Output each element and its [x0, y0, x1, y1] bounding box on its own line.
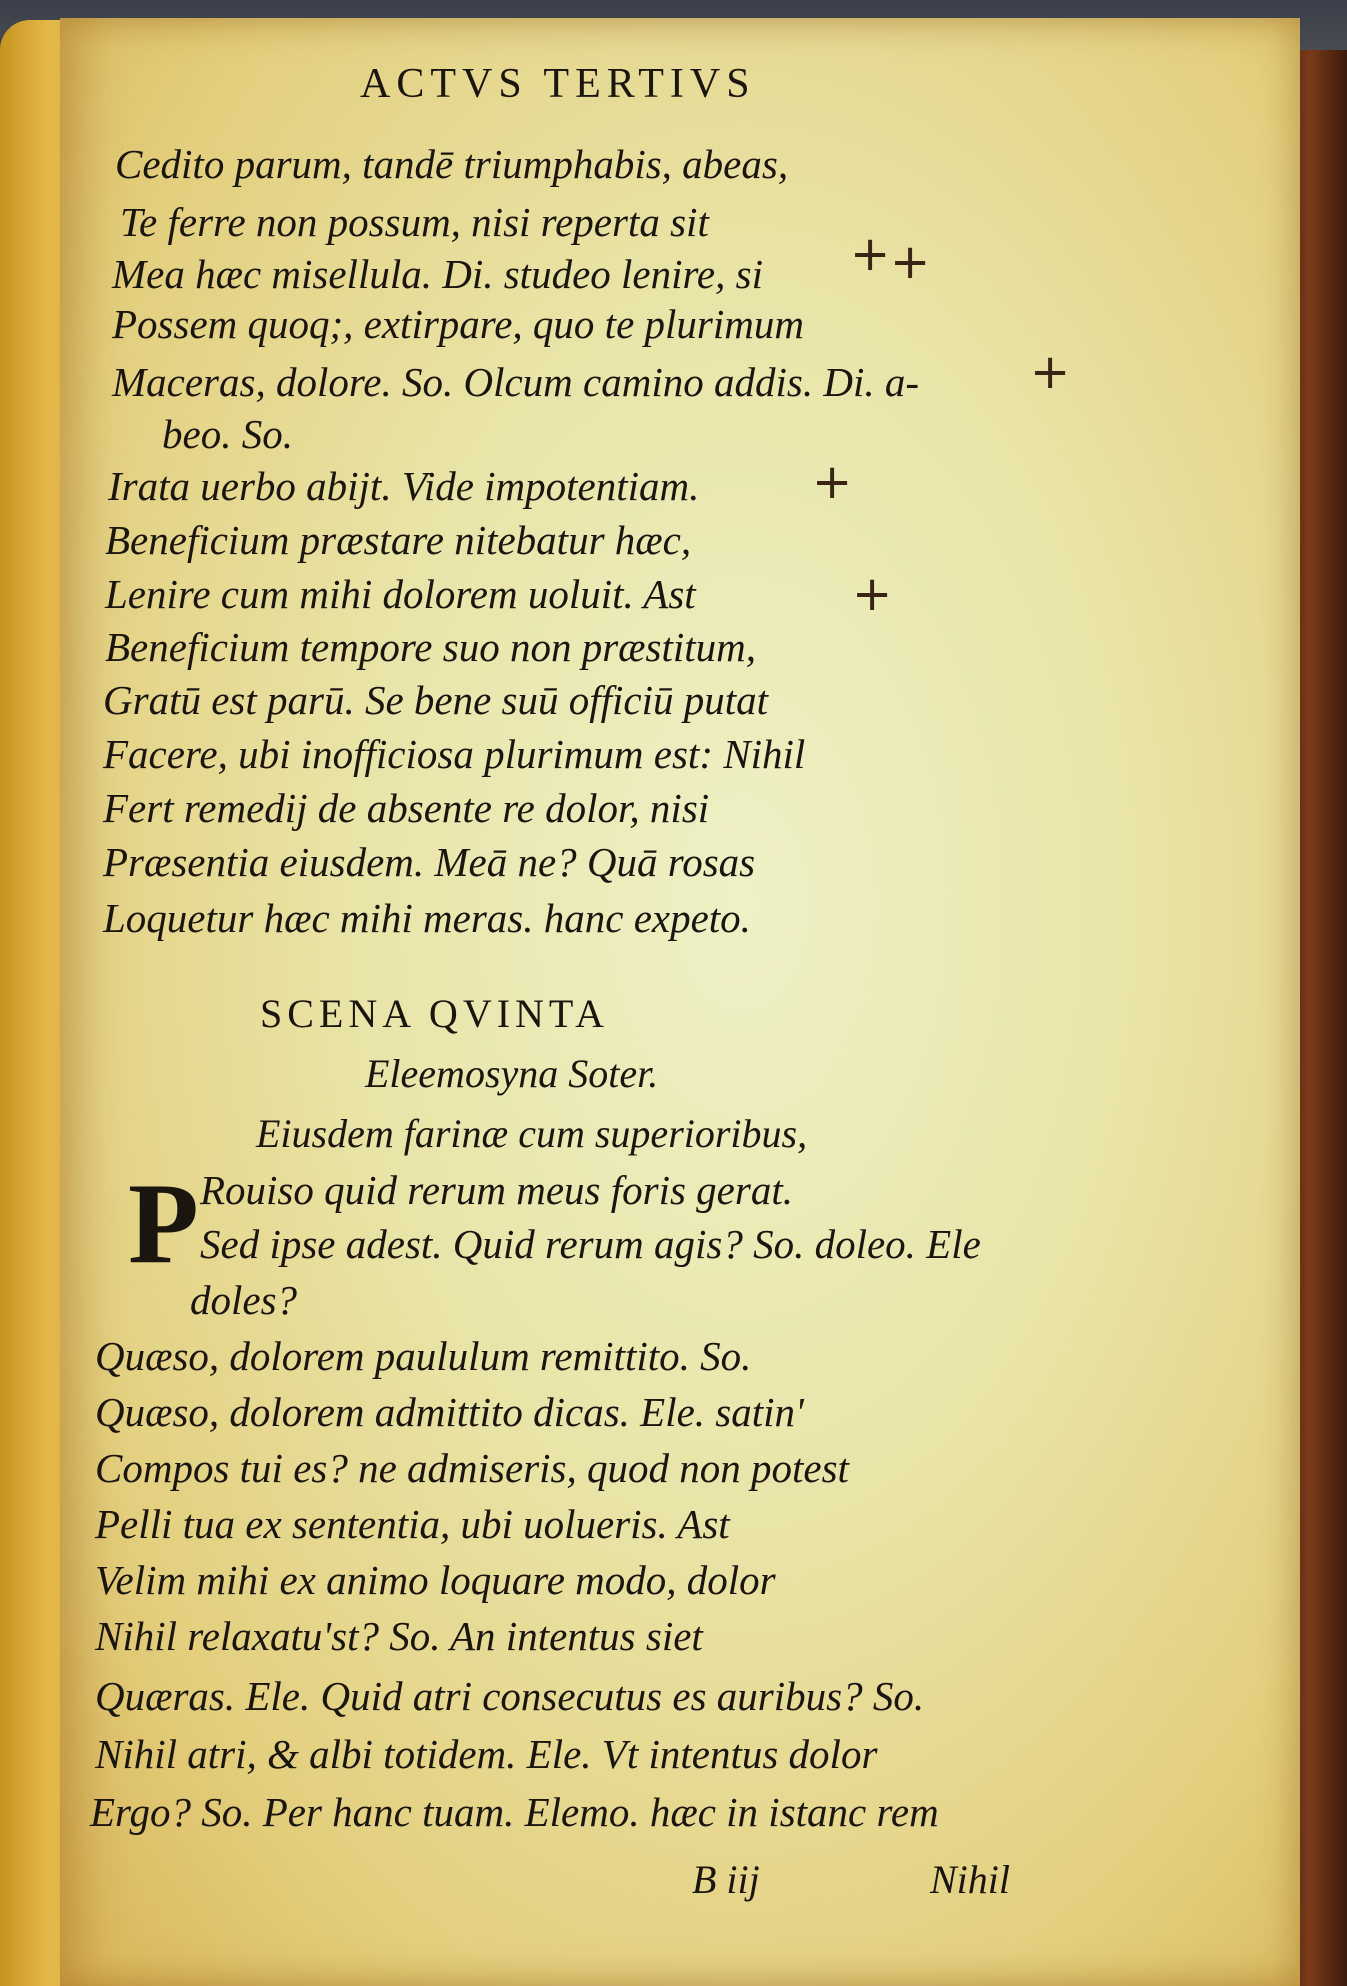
text-line: Quæso, dolorem paululum remittito. So.: [95, 1333, 752, 1379]
drop-cap-initial: P: [128, 1160, 199, 1288]
text-line: Maceras, dolore. So. Olcum camino addis. Di. a-: [112, 359, 919, 405]
text-line: Pelli tua ex sententia, ubi uolueris. Ast: [95, 1501, 730, 1547]
margin-cross-mark: +: [850, 226, 891, 282]
text-line: Nihil relaxatu'st? So. An intentus siet: [95, 1613, 703, 1659]
scene-title: SCENA QVINTA: [260, 991, 610, 1036]
text-line: Lenire cum mihi dolorem uoluit. Ast: [105, 571, 696, 617]
signature-mark: B iij: [692, 1857, 760, 1902]
scene-persons: Eleemosyna Soter.: [365, 1051, 659, 1096]
book-page: [60, 18, 1300, 1986]
text-line: doles?: [190, 1277, 298, 1323]
text-line: Sed ipse adest. Quid rerum agis? So. doleo. Ele: [200, 1221, 981, 1267]
margin-cross-mark: +: [1030, 344, 1071, 400]
text-line: Beneficium tempore suo non præstitum,: [105, 624, 756, 670]
text-line: Compos tui es? ne admiseris, quod non potest: [95, 1445, 849, 1491]
text-line: Cedito parum, tandē triumphabis, abeas,: [115, 141, 789, 187]
margin-cross-mark: +: [812, 454, 853, 510]
text-line: Irata uerbo abijt. Vide impotentiam.: [108, 463, 700, 509]
running-header: ACTVS TERTIVS: [360, 61, 756, 107]
text-line: Nihil atri, & albi totidem. Ele. Vt intentus dolor: [95, 1731, 878, 1777]
margin-cross-mark: +: [852, 566, 893, 622]
text-line: Velim mihi ex animo loquare modo, dolor: [95, 1557, 776, 1603]
text-line: Beneficium præstare nitebatur hæc,: [105, 517, 692, 563]
text-line: Præsentia eiusdem. Meā ne? Quā rosas: [103, 839, 756, 885]
text-line: Quæras. Ele. Quid atri consecutus es auribus? So.: [95, 1673, 925, 1719]
text-line: Rouiso quid rerum meus foris gerat.: [200, 1167, 793, 1213]
text-line: beo. So.: [162, 411, 293, 457]
text-line: Quæso, dolorem admittito dicas. Ele. satin': [95, 1389, 804, 1435]
text-line: Loquetur hæc mihi meras. hanc expeto.: [103, 895, 751, 941]
text-line: Fert remedij de absente re dolor, nisi: [103, 785, 710, 831]
text-line: Facere, ubi inofficiosa plurimum est: Nihil: [103, 731, 806, 777]
margin-cross-mark: +: [890, 234, 931, 290]
text-line: Te ferre non possum, nisi reperta sit: [120, 199, 709, 245]
scene-subtitle: Eiusdem farinæ cum superioribus,: [256, 1111, 808, 1156]
catchword: Nihil: [930, 1857, 1011, 1902]
text-line: Ergo? So. Per hanc tuam. Elemo. hæc in istanc rem: [90, 1789, 939, 1835]
text-line: Gratū est parū. Se bene suū officiū putat: [103, 677, 769, 723]
text-line: Possem quoq;, extirpare, quo te plurimum: [112, 301, 804, 347]
text-line: Mea hæc misellula. Di. studeo lenire, si: [112, 251, 763, 297]
page-text: [60, 18, 1300, 1986]
